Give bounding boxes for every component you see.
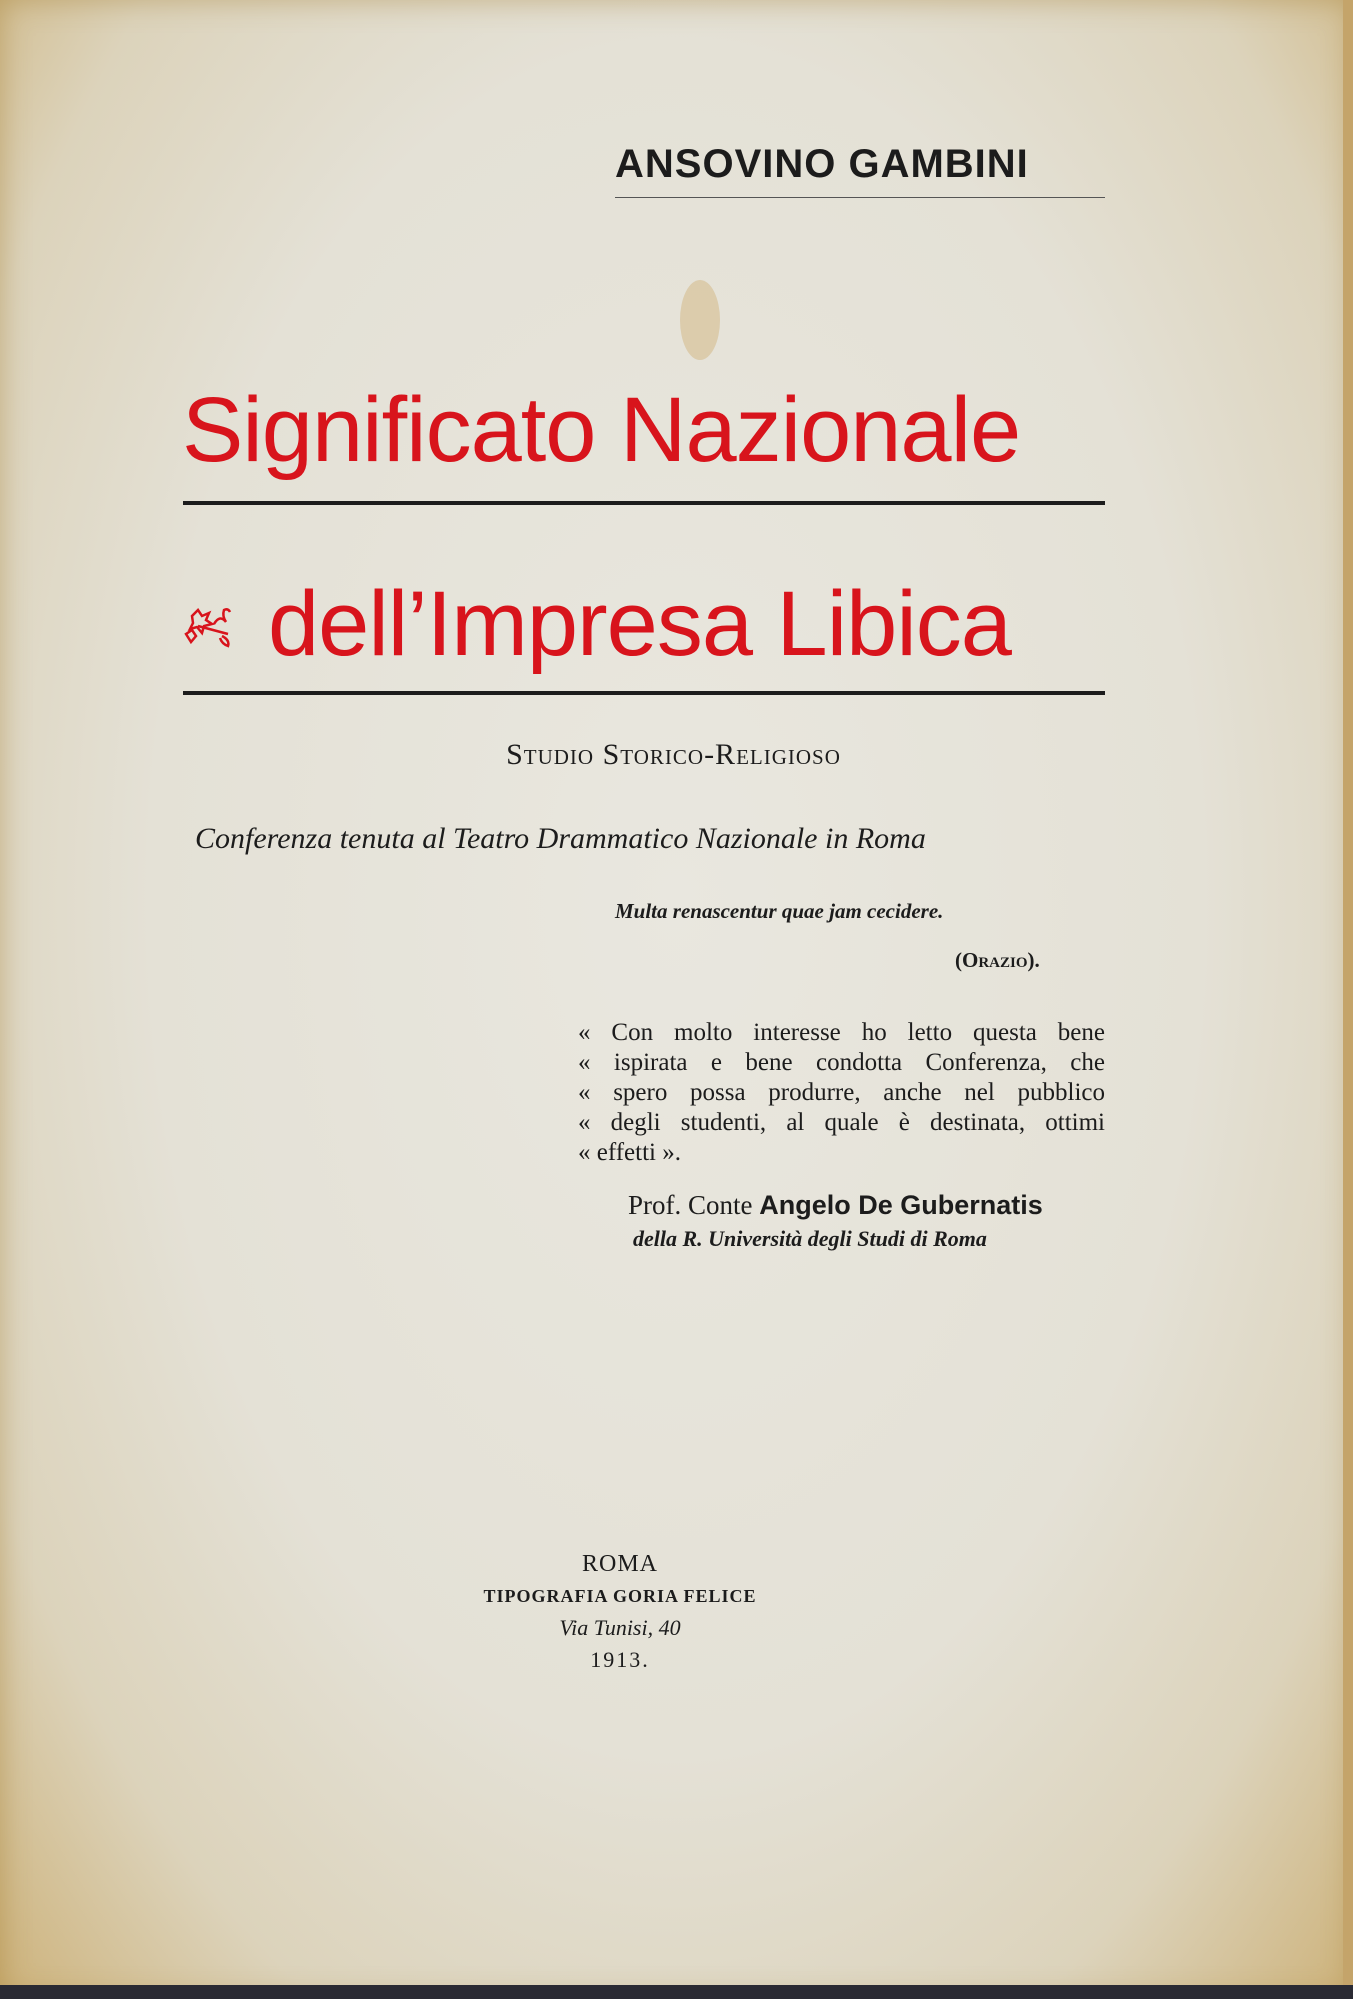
- author-underline: [615, 197, 1105, 198]
- imprint-city: ROMA: [581, 1551, 658, 1577]
- paper-stain: [680, 280, 720, 360]
- author-name: ANSOVINO GAMBINI: [615, 142, 1029, 186]
- endorser-name: Angelo De Gubernatis: [759, 1190, 1043, 1220]
- quote-line: « ispirata e bene condotta Conferenza, che: [578, 1049, 1105, 1076]
- epigraph: Multa renascentur quae jam cecidere.: [615, 899, 944, 923]
- endorser-affiliation: della R. Università degli Studi di Roma: [633, 1226, 987, 1251]
- title-line-1: Significato Nazionale: [182, 379, 1021, 481]
- imprint-printer: TIPOGRAFIA GORIA FELICE: [483, 1586, 757, 1606]
- subtitle: [0, 738, 1353, 772]
- quote-line: « effetti ».: [578, 1139, 681, 1166]
- imprint-year: 1913.: [590, 1647, 650, 1672]
- quote-line: « spero possa produrre, anche nel pubblico: [578, 1079, 1105, 1106]
- scan-background: [0, 1985, 1353, 1999]
- subtitle-text: Studio Storico-Religioso: [506, 738, 841, 771]
- imprint-address: Via Tunisi, 40: [559, 1615, 681, 1640]
- quote-line: « degli studenti, al quale è destinata, ottimi: [578, 1109, 1105, 1136]
- quote-line: « Con molto interesse ho letto questa bene: [578, 1019, 1105, 1046]
- cover-edge: [1343, 0, 1353, 1999]
- title-rule-1: [183, 501, 1105, 505]
- endorser: [628, 1190, 1043, 1221]
- endorser-prefix: Prof. Conte: [628, 1190, 753, 1220]
- imprint: [420, 1548, 820, 1676]
- conference-note: Conferenza tenuta al Teatro Drammatico Nazionale in Roma: [195, 822, 926, 855]
- floral-ornament-icon: [178, 600, 240, 648]
- endorsement-quote: [578, 1018, 1105, 1168]
- title-rule-2: [183, 691, 1105, 695]
- title-line-2: dell’Impresa Libica: [268, 573, 1011, 675]
- epigraph-author: (Orazio).: [955, 948, 1040, 972]
